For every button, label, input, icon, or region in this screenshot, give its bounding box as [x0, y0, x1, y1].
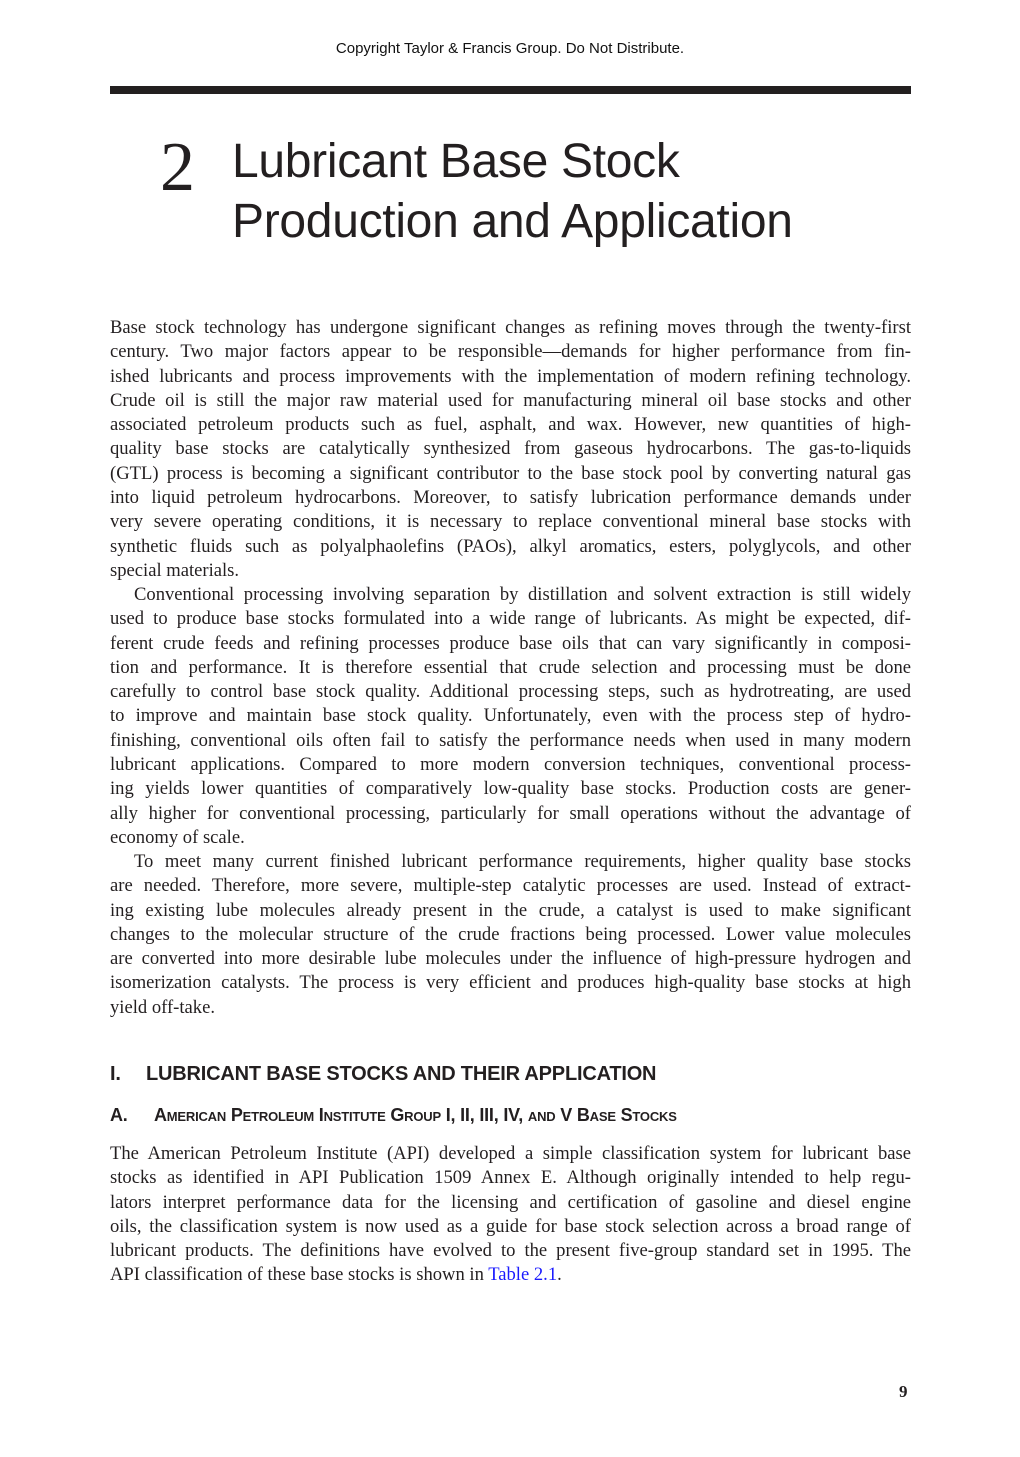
text-line: Base stock technology has undergone significant changes as refining moves through the twenty-first — [110, 317, 911, 338]
paragraph-catalytic-processes — [110, 850, 911, 1020]
text-line: century. Two major factors appear to be responsible—demands for higher performance from fin- — [110, 341, 911, 363]
subsection-title: American Petroleum Institute Group I, II, III, IV, and V Base Stocks — [154, 1105, 677, 1125]
chapter-title-line: Production and Application — [232, 195, 793, 248]
text-line: very severe operating conditions, it is necessary to replace conventional mineral base stocks with — [110, 511, 911, 533]
text-line: lators interpret performance data for the licensing and certification of gasoline and diesel engine — [110, 1191, 911, 1213]
chapter-number: 2 — [160, 129, 195, 206]
text-line: carefully to control base stock quality. Additional processing steps, such as hydrotreating, are used — [110, 681, 911, 703]
table-2-1-link[interactable]: Table 2.1 — [488, 1264, 558, 1286]
text-line: To meet many current finished lubricant performance requirements, higher quality base stocks — [134, 851, 911, 872]
text-line: special materials. — [110, 559, 240, 581]
text-line: quality base stocks are catalytically synthesized from gaseous hydrocarbons. The gas-to-liquids — [110, 438, 911, 460]
section-title: LUBRICANT BASE STOCKS AND THEIR APPLICATION — [146, 1063, 657, 1085]
text-line: synthetic fluids such as polyalphaolefins (PAOs), alkyl aromatics, esters, polyglycols, and other — [110, 535, 911, 557]
text-line: used to produce base stocks formulated into a wide range of lubricants. As might be expected, dif- — [110, 608, 911, 630]
paragraph-conventional-processing — [110, 583, 911, 850]
text-line: Conventional processing involving separation by distillation and solvent extraction is still widely — [134, 584, 911, 605]
section-number: I. — [110, 1063, 121, 1085]
text-line: (GTL) process is becoming a significant contributor to the base stock pool by converting natural gas — [110, 462, 911, 484]
text-line — [110, 1263, 911, 1287]
chapter-title-line: Lubricant Base Stock — [232, 135, 680, 188]
paragraph-intro — [110, 316, 911, 583]
chapter-rule — [110, 86, 911, 94]
text-line: finishing, conventional oils often fail to satisfy the performance needs when used in many modern — [110, 729, 911, 751]
chapter-title — [232, 132, 793, 252]
text-line: oils, the classification system is now used as a guide for base stock selection across a broad range of — [110, 1215, 911, 1237]
text-line: lubricant products. The definitions have evolved to the present five-group standard set in 1995. The — [110, 1240, 911, 1262]
text-span: . — [557, 1264, 562, 1286]
text-line: associated petroleum products such as fuel, asphalt, and wax. However, new quantities of high- — [110, 414, 911, 436]
text-span: API classification of these base stocks is shown in — [110, 1264, 489, 1286]
text-line: are needed. Therefore, more severe, multiple-step catalytic processes are used. Instead of extract- — [110, 875, 911, 897]
text-line: ing existing lube molecules already present in the crude, a catalyst is used to make significant — [110, 899, 911, 921]
subsection-heading — [110, 1105, 677, 1126]
page-number: 9 — [899, 1382, 908, 1401]
text-line: into liquid petroleum hydrocarbons. Moreover, to satisfy lubrication performance demands under — [110, 487, 911, 509]
text-line: The American Petroleum Institute (API) developed a simple classification system for lubricant base — [110, 1143, 911, 1164]
text-line: lubricant applications. Compared to more modern conversion techniques, conventional process- — [110, 754, 911, 776]
copyright-notice: Copyright Taylor & Francis Group. Do Not Distribute. — [335, 40, 685, 57]
text-line: ferent crude feeds and refining processes produce base oils that can vary significantly in composi- — [110, 632, 911, 654]
text-line: Crude oil is still the major raw material used for manufacturing mineral oil base stocks and other — [110, 389, 911, 411]
text-line: yield off-take. — [110, 996, 215, 1018]
text-line: ished lubricants and process improvements with the implementation of modern refining technology. — [110, 365, 911, 387]
subsection-number: A. — [110, 1105, 128, 1125]
text-line: stocks as identified in API Publication 1509 Annex E. Although originally intended to help regu- — [110, 1167, 911, 1189]
text-line: to improve and maintain base stock quality. Unfortunately, even with the process step of hydro- — [110, 705, 911, 727]
section-heading — [110, 1063, 656, 1086]
paragraph-api-classification — [110, 1142, 911, 1288]
text-line: changes to the molecular structure of the crude fractions being processed. Lower value molecules — [110, 923, 911, 945]
text-line: are converted into more desirable lube molecules under the influence of high-pressure hydrogen and — [110, 948, 911, 970]
text-line: isomerization catalysts. The process is very efficient and produces high-quality base stocks at high — [110, 972, 911, 994]
text-line: ally higher for conventional processing, particularly for small operations without the advantage of — [110, 802, 911, 824]
text-line: economy of scale. — [110, 826, 245, 848]
text-line: ing yields lower quantities of comparatively low-quality base stocks. Production costs are gener- — [110, 778, 911, 800]
text-line: tion and performance. It is therefore essential that crude selection and processing must be done — [110, 656, 911, 678]
